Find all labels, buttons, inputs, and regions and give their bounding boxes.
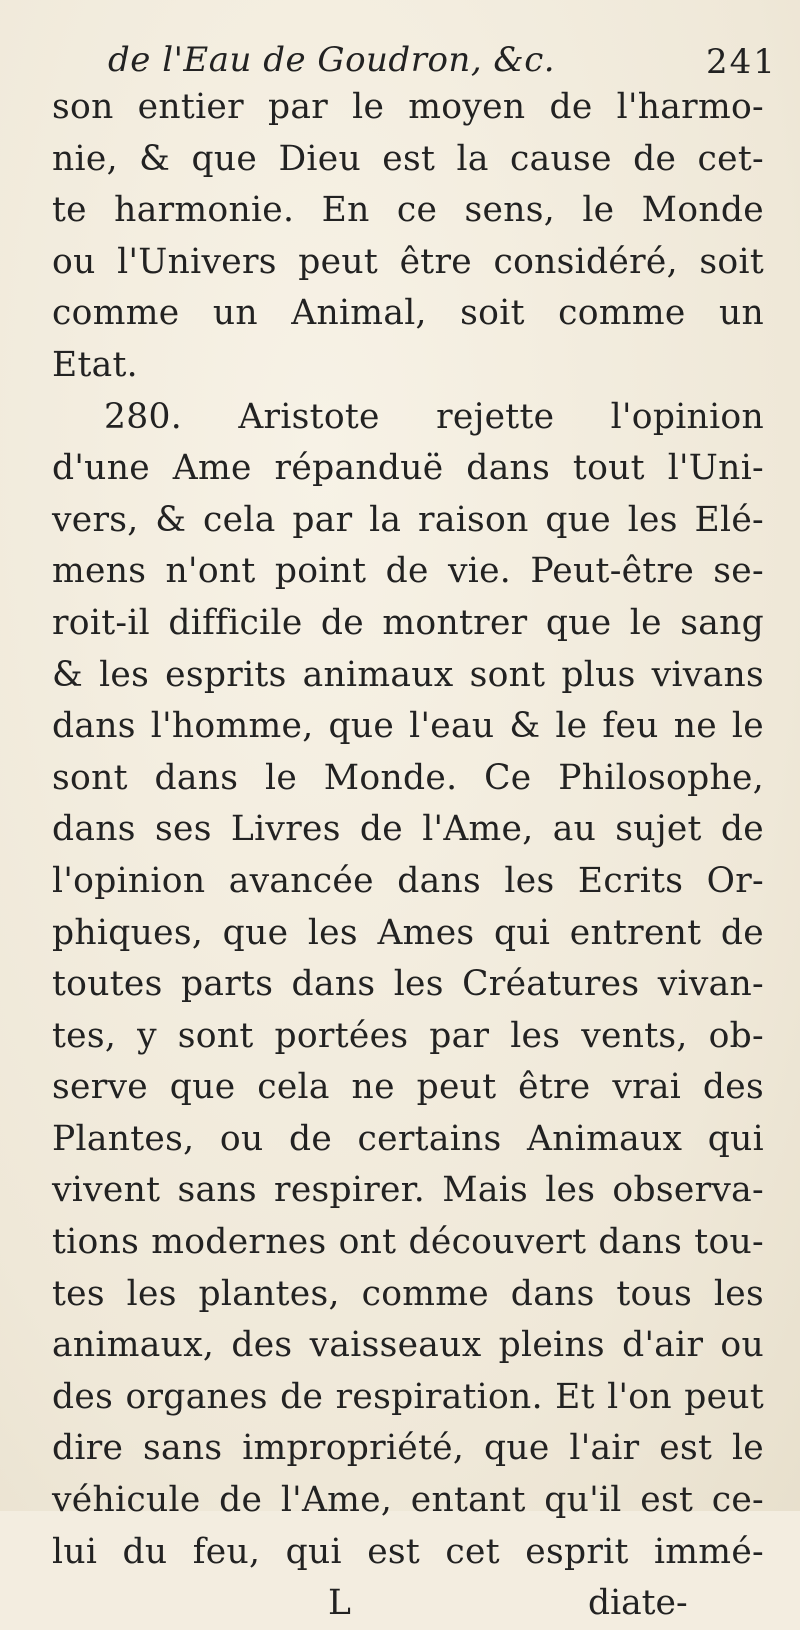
text-line: comme un Animal, soit comme un bbox=[52, 293, 764, 334]
paragraph-start-line: 280. Aristote rejette l'opinion bbox=[104, 396, 764, 437]
text-line: te harmonie. En ce sens, le Monde bbox=[52, 190, 764, 231]
text-line: & les esprits animaux sont plus vivans bbox=[52, 654, 764, 695]
page-number: 241 bbox=[706, 42, 777, 82]
page-footer bbox=[52, 1578, 764, 1630]
text-line: animaux, des vaisseaux pleins d'air ou bbox=[52, 1325, 764, 1366]
text-line: dire sans impropriété, que l'air est le bbox=[52, 1428, 764, 1469]
text-line: véhicule de l'Ame, entant qu'il est ce- bbox=[52, 1480, 764, 1521]
text-line: vers, & cela par la raison que les Elé- bbox=[52, 499, 764, 540]
text-line: Plantes, ou de certains Animaux qui bbox=[52, 1118, 764, 1159]
text-line: tes les plantes, comme dans tous les bbox=[52, 1273, 764, 1314]
text-line: nie, & que Dieu est la cause de cet- bbox=[52, 138, 764, 179]
text-line: roit-il difficile de montrer que le sang bbox=[52, 602, 764, 643]
text-line: serve que cela ne peut être vrai des bbox=[52, 1067, 764, 1108]
signature-mark: L bbox=[328, 1583, 351, 1624]
page-header bbox=[0, 34, 800, 84]
text-line: Etat. bbox=[52, 344, 138, 385]
text-line: son entier par le moyen de l'harmo- bbox=[52, 87, 764, 127]
text-line: mens n'ont point de vie. Peut-être se- bbox=[52, 551, 764, 592]
text-line: l'opinion avancée dans les Ecrits Or- bbox=[52, 860, 764, 901]
running-title: de l'Eau de Goudron, &c. bbox=[108, 40, 556, 80]
text-line: vivent sans respirer. Mais les observa- bbox=[52, 1170, 764, 1211]
text-line: d'une Ame répanduë dans tout l'Uni- bbox=[52, 448, 764, 489]
text-line: phiques, que les Ames qui entrent de bbox=[52, 912, 764, 953]
text-line: tes, y sont portées par les vents, ob- bbox=[52, 1015, 764, 1056]
catchword: diate- bbox=[588, 1583, 688, 1624]
text-line: dans l'homme, que l'eau & le feu ne le bbox=[52, 706, 764, 747]
text-line: lui du feu, qui est cet esprit immé- bbox=[52, 1531, 764, 1572]
text-line: des organes de respiration. Et l'on peut bbox=[52, 1376, 764, 1417]
text-line: dans ses Livres de l'Ame, au sujet de bbox=[52, 809, 764, 850]
text-line: ou l'Univers peut être considéré, soit bbox=[52, 241, 764, 282]
body-text bbox=[52, 82, 764, 1630]
text-line: sont dans le Monde. Ce Philosophe, bbox=[52, 757, 764, 798]
text-line: tions modernes ont découvert dans tou- bbox=[52, 1222, 764, 1263]
text-line: toutes parts dans les Créatures vivan- bbox=[52, 964, 764, 1005]
